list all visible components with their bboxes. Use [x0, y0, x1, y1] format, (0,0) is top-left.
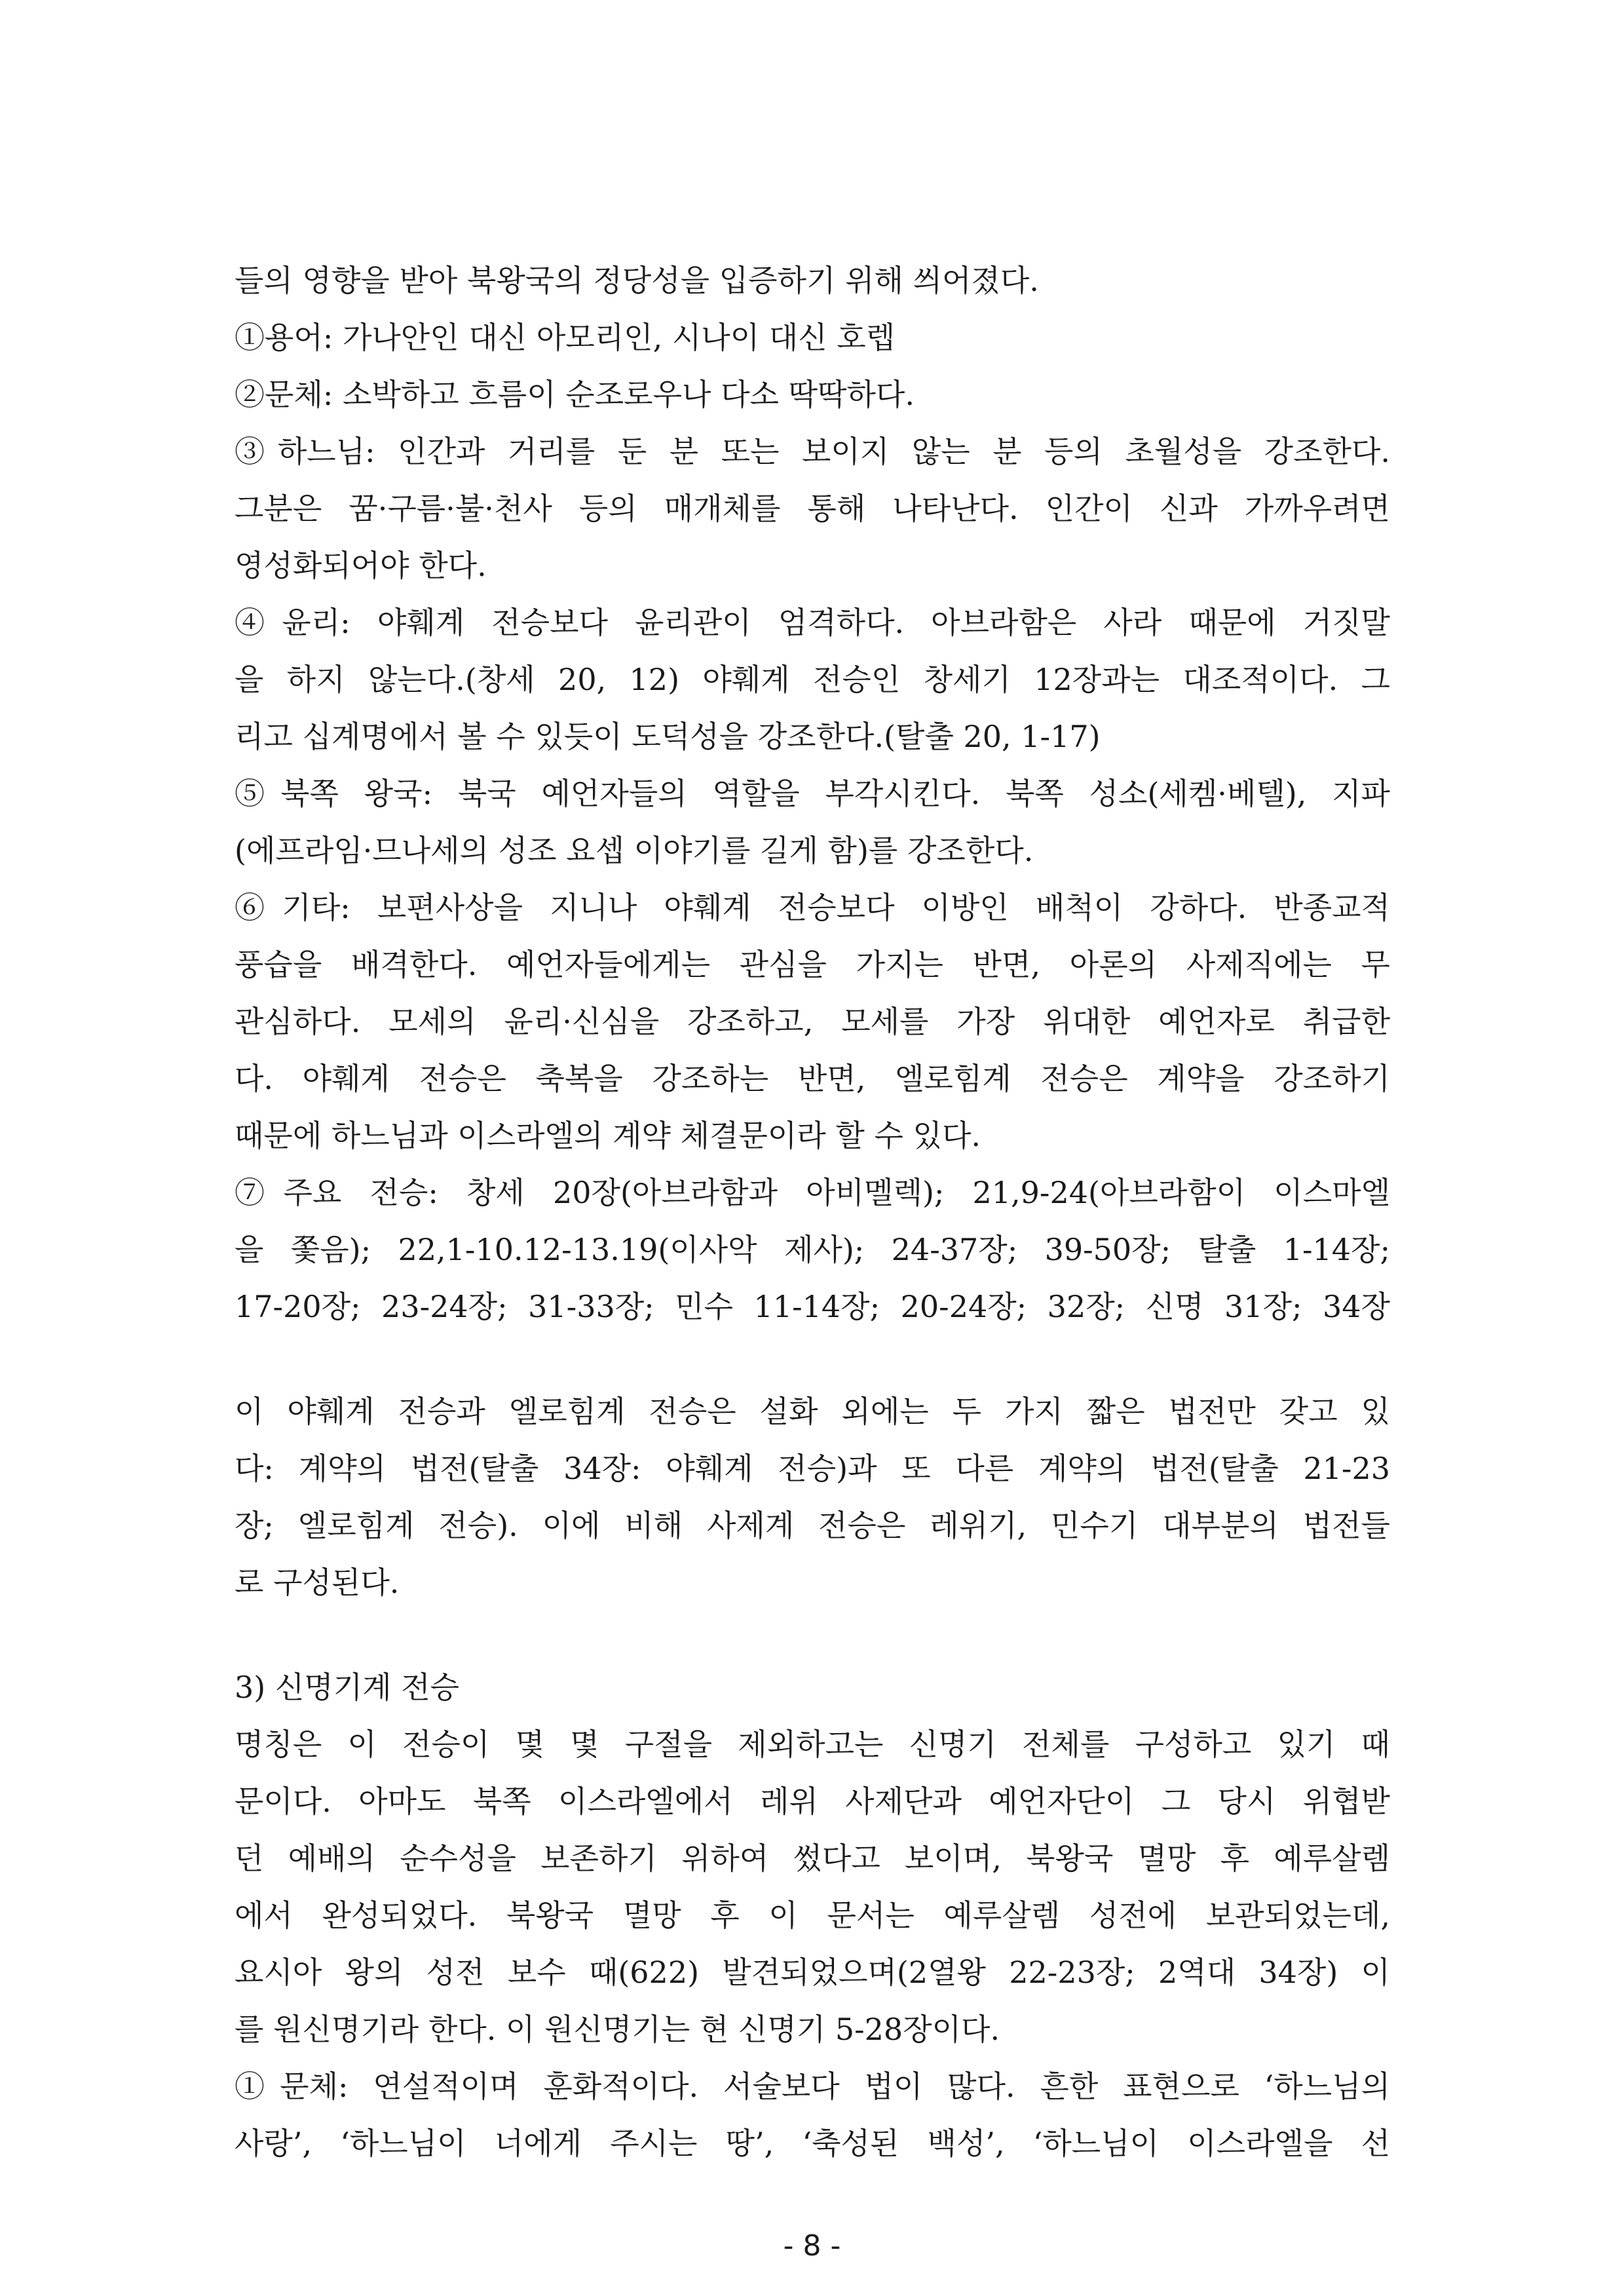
text-line: ⑦주요 전승: 창세 20장(아브라함과 아비멜렉); 21,9-24(아브라함이 이스마엘 — [235, 1175, 1390, 1210]
text-line: 사랑’, ‘하느님이 너에게 주시는 땅’, ‘축성된 백성’, ‘하느님이 이스라엘을 선 — [235, 2126, 1390, 2161]
text-line: 이 야훼계 전승과 엘로힘계 전승은 설화 외에는 두 가지 짧은 법전만 갖고 있 — [235, 1394, 1390, 1429]
text-line: 를 원신명기라 한다. 이 원신명기는 현 신명기 5-28장이다. — [235, 2012, 1000, 2047]
text-line: (에프라임·므나세의 성조 요셉 이야기를 길게 함)를 강조한다. — [235, 833, 1034, 868]
text-line: 들의 영향을 받아 북왕국의 정당성을 입증하기 위해 씌어졌다. — [235, 263, 1039, 298]
text-line: 다: 계약의 법전(탈출 34장: 야훼계 전승)과 또 다른 계약의 법전(탈출 21-23 — [235, 1451, 1390, 1486]
text-line: 때문에 하느님과 이스라엘의 계약 체결문이라 할 수 있다. — [235, 1118, 981, 1153]
text-line: 던 예배의 순수성을 보존하기 위하여 썼다고 보이며, 북왕국 멸망 후 예루살렘 — [235, 1841, 1390, 1876]
text-line: ⑤북쪽 왕국: 북국 예언자들의 역할을 부각시킨다. 북쪽 성소(세켐·베텔), 지파 — [235, 776, 1390, 811]
text-line: 을 하지 않는다.(창세 20, 12) 야훼계 전승인 창세기 12장과는 대조적이다. 그 — [235, 662, 1390, 697]
text-line: ④윤리: 야훼계 전승보다 윤리관이 엄격하다. 아브라함은 사라 때문에 거짓말 — [235, 605, 1390, 640]
text-line: 을 쫓음); 22,1-10.12-13.19(이사악 제사); 24-37장; 39-50장; 탈출 1-14장; — [235, 1232, 1390, 1267]
text-line: 그분은 꿈·구름·불·천사 등의 매개체를 통해 나타난다. 인간이 신과 가까우려면 — [235, 491, 1390, 526]
text-line: 관심하다. 모세의 윤리·신심을 강조하고, 모세를 가장 위대한 예언자로 취급한 — [235, 1004, 1390, 1039]
text-line: 풍습을 배격한다. 예언자들에게는 관심을 가지는 반면, 아론의 사제직에는 무 — [235, 947, 1390, 982]
text-line: 17-20장; 23-24장; 31-33장; 민수 11-14장; 20-24장; 32장; 신명 31장; 34장 — [235, 1289, 1390, 1324]
text-line: 다. 야훼계 전승은 축복을 강조하는 반면, 엘로힘계 전승은 계약을 강조하기 — [235, 1061, 1390, 1096]
text-line: 영성화되어야 한다. — [235, 548, 487, 583]
text-line: 요시아 왕의 성전 보수 때(622) 발견되었으며(2열왕 22-23장; 2역대 34장) 이 — [235, 1955, 1390, 1990]
text-line: 리고 십계명에서 볼 수 있듯이 도덕성을 강조한다.(탈출 20, 1-17) — [235, 719, 1101, 754]
text-line: ⑥기타: 보편사상을 지니나 야훼계 전승보다 이방인 배척이 강하다. 반종교적 — [235, 890, 1390, 925]
text-line: 문이다. 아마도 북쪽 이스라엘에서 레위 사제단과 예언자단이 그 당시 위협받 — [235, 1784, 1390, 1819]
text-line: ③하느님: 인간과 거리를 둔 분 또는 보이지 않는 분 등의 초월성을 강조한다. — [235, 434, 1390, 469]
text-line: 장; 엘로힘계 전승). 이에 비해 사제계 전승은 레위기, 민수기 대부분의 법전들 — [235, 1508, 1390, 1543]
text-line: 명칭은 이 전승이 몇 몇 구절을 제외하고는 신명기 전체를 구성하고 있기 때 — [235, 1727, 1390, 1762]
text-line: ②문체: 소박하고 흐름이 순조로우나 다소 딱딱하다. — [235, 377, 915, 412]
text-line: ①문체: 연설적이며 훈화적이다. 서술보다 법이 많다. 흔한 표현으로 ‘하느님의 — [235, 2069, 1390, 2104]
text-line: ①용어: 가나안인 대신 아모리인, 시나이 대신 호렙 — [235, 320, 896, 355]
text-line: 에서 완성되었다. 북왕국 멸망 후 이 문서는 예루살렘 성전에 보관되었는데, — [235, 1898, 1390, 1933]
section-heading: 3) 신명기계 전승 — [235, 1670, 460, 1705]
text-line: 로 구성된다. — [235, 1565, 400, 1600]
page-number: - 8 - — [783, 2229, 841, 2263]
